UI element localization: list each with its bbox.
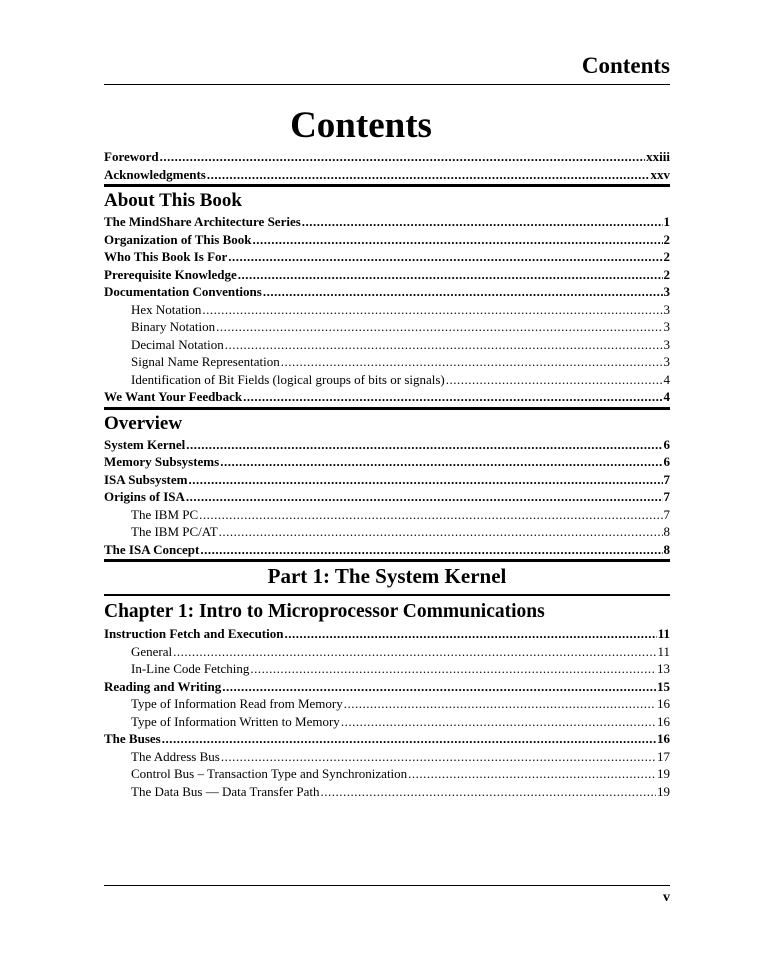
toc-entry-label: Prerequisite Knowledge <box>104 266 237 282</box>
toc-entry-page-number: 16 <box>657 696 670 711</box>
toc-entry[interactable] <box>104 301 670 319</box>
dot-leader <box>200 541 662 559</box>
toc-entry-label: Memory Subsystems <box>104 454 220 469</box>
dot-leader <box>199 506 662 524</box>
part-title: Part 1: The System Kernel <box>267 564 507 588</box>
dot-leader <box>162 730 656 748</box>
toc-entry[interactable] <box>104 353 670 371</box>
chapter-entries <box>104 625 670 800</box>
toc-entry[interactable] <box>104 471 670 489</box>
toc-entry[interactable] <box>104 248 670 266</box>
toc-entry[interactable] <box>104 148 670 166</box>
toc-entry-page-number: 15 <box>657 678 670 694</box>
toc-entry[interactable] <box>104 765 670 783</box>
toc-entry[interactable] <box>104 488 670 506</box>
toc-entry-label: The ISA Concept <box>104 541 200 557</box>
toc-entry[interactable] <box>104 371 670 389</box>
toc-entry-label: Documentation Conventions <box>104 284 262 299</box>
dot-leader <box>263 283 663 301</box>
dot-leader <box>250 660 656 678</box>
toc-entry-label: Organization of This Book <box>104 231 252 247</box>
toc-entry-page-number: 19 <box>657 783 670 799</box>
toc-entry-page-number: 17 <box>657 748 670 764</box>
toc-entry[interactable] <box>104 748 670 766</box>
toc-entry-page-number: 3 <box>663 336 670 352</box>
dot-leader <box>219 523 663 541</box>
toc-entry-page-number: 3 <box>663 319 670 334</box>
toc-entry[interactable] <box>104 453 670 471</box>
toc-entry-label: Who This Book Is For <box>104 249 228 264</box>
dot-leader <box>238 266 663 284</box>
toc-entry-label: Instruction Fetch and Execution <box>104 626 284 641</box>
toc-entry-page-number: 3 <box>663 284 670 299</box>
toc-entry-page-number: 7 <box>663 506 670 522</box>
toc-entry[interactable] <box>104 388 670 406</box>
toc-entry-page-number: 16 <box>657 731 670 746</box>
toc-entry-label: We Want Your Feedback <box>104 389 243 404</box>
toc-entry-page-number: 13 <box>657 661 670 676</box>
toc-entry-label: Signal Name Representation <box>131 354 280 369</box>
toc-entry-label: Control Bus – Transaction Type and Synchronization <box>131 766 408 781</box>
toc-entry[interactable] <box>104 436 670 454</box>
toc-entry[interactable] <box>104 713 670 731</box>
toc-entry-label: System Kernel <box>104 436 186 452</box>
dot-leader <box>243 388 662 406</box>
toc-entry-label: Decimal Notation <box>131 336 224 352</box>
toc-entry-label: ISA Subsystem <box>104 471 188 487</box>
footer-divider <box>104 885 670 886</box>
section-entries-about-this-book <box>104 213 670 406</box>
header-divider <box>104 84 670 85</box>
page-title: Contents <box>290 105 432 146</box>
dot-leader <box>344 695 656 713</box>
table-of-contents <box>104 148 670 800</box>
toc-entry[interactable] <box>104 783 670 801</box>
toc-entry-label: The MindShare Architecture Series <box>104 214 301 229</box>
toc-entry-page-number: 19 <box>657 766 670 781</box>
toc-entry-page-number: 11 <box>657 643 670 659</box>
dot-leader <box>302 213 663 231</box>
front-matter-list <box>104 148 670 183</box>
toc-entry-label: Origins of ISA <box>104 489 185 504</box>
toc-entry-page-number: 7 <box>663 489 670 504</box>
dot-leader <box>186 436 662 454</box>
toc-entry-label: Hex Notation <box>131 301 202 317</box>
dot-leader <box>446 371 663 389</box>
dot-leader <box>228 248 662 266</box>
dot-leader <box>220 453 662 471</box>
running-header-title: Contents <box>581 53 670 78</box>
toc-entry[interactable] <box>104 231 670 249</box>
dot-leader <box>284 625 656 643</box>
toc-entry[interactable] <box>104 541 670 559</box>
section-title-about-this-book: About This Book <box>104 190 242 211</box>
toc-entry[interactable] <box>104 523 670 541</box>
toc-entry[interactable] <box>104 643 670 661</box>
toc-entry[interactable] <box>104 213 670 231</box>
toc-entry-page-number: xxiii <box>646 149 670 164</box>
toc-entry-label: Identification of Bit Fields (logical groups of bits or signals) <box>131 371 445 387</box>
toc-entry-page-number: 2 <box>663 231 670 247</box>
toc-entry[interactable] <box>104 336 670 354</box>
dot-leader <box>207 166 650 184</box>
toc-entry[interactable] <box>104 660 670 678</box>
dot-leader <box>186 488 663 506</box>
toc-entry[interactable] <box>104 678 670 696</box>
dot-leader <box>341 713 656 731</box>
dot-leader <box>252 231 662 249</box>
part-divider-bottom <box>104 594 670 596</box>
toc-entry-label: Foreword <box>104 149 159 164</box>
toc-entry-label: Type of Information Read from Memory <box>131 696 343 711</box>
dot-leader <box>160 148 646 166</box>
section-entries-overview <box>104 436 670 559</box>
toc-entry-label: Reading and Writing <box>104 678 222 694</box>
toc-entry-page-number: 11 <box>657 626 670 641</box>
toc-entry[interactable] <box>104 625 670 643</box>
toc-entry-page-number: xxv <box>650 166 670 182</box>
toc-entry-page-number: 3 <box>663 354 670 369</box>
section-divider <box>104 184 670 187</box>
toc-entry-page-number: 8 <box>663 524 670 539</box>
toc-entry-page-number: 3 <box>663 301 670 317</box>
chapter-title: Chapter 1: Intro to Microprocessor Communications <box>104 601 545 622</box>
toc-entry-page-number: 6 <box>663 436 670 452</box>
toc-entry-page-number: 1 <box>663 214 670 229</box>
section-divider <box>104 407 670 410</box>
dot-leader <box>408 765 656 783</box>
toc-entry[interactable] <box>104 266 670 284</box>
toc-entry[interactable] <box>104 318 670 336</box>
dot-leader <box>188 471 662 489</box>
toc-entry-label: The Address Bus <box>131 748 220 764</box>
section-title-overview: Overview <box>104 412 183 434</box>
toc-entry-page-number: 7 <box>663 471 670 487</box>
dot-leader <box>281 353 663 371</box>
toc-entry[interactable] <box>104 506 670 524</box>
dot-leader <box>216 318 662 336</box>
toc-entry-label: The Data Bus — Data Transfer Path <box>131 783 320 799</box>
page-number: v <box>663 890 670 905</box>
toc-entry-label: The IBM PC <box>131 506 199 522</box>
toc-entry[interactable] <box>104 283 670 301</box>
toc-entry-page-number: 16 <box>657 713 670 729</box>
toc-entry-page-number: 8 <box>663 541 670 557</box>
toc-entry-label: Type of Information Written to Memory <box>131 713 340 729</box>
toc-entry[interactable] <box>104 166 670 184</box>
toc-entry-label: In-Line Code Fetching <box>131 661 250 676</box>
toc-entry-label: General <box>131 643 173 659</box>
toc-entry[interactable] <box>104 695 670 713</box>
toc-entry-label: Acknowledgments <box>104 166 206 182</box>
dot-leader <box>225 336 663 354</box>
toc-entry-page-number: 4 <box>663 371 670 387</box>
toc-entry-page-number: 4 <box>663 389 670 404</box>
toc-entry-label: The Buses <box>104 731 161 746</box>
toc-entry-page-number: 2 <box>663 266 670 282</box>
toc-entry-page-number: 2 <box>663 249 670 264</box>
dot-leader <box>320 783 656 801</box>
dot-leader <box>222 678 656 696</box>
dot-leader <box>202 301 662 319</box>
toc-entry-label: The IBM PC/AT <box>131 524 218 539</box>
dot-leader <box>221 748 656 766</box>
dot-leader <box>173 643 656 661</box>
toc-entry-page-number: 6 <box>663 454 670 469</box>
toc-entry-label: Binary Notation <box>131 319 216 334</box>
toc-entry[interactable] <box>104 730 670 748</box>
